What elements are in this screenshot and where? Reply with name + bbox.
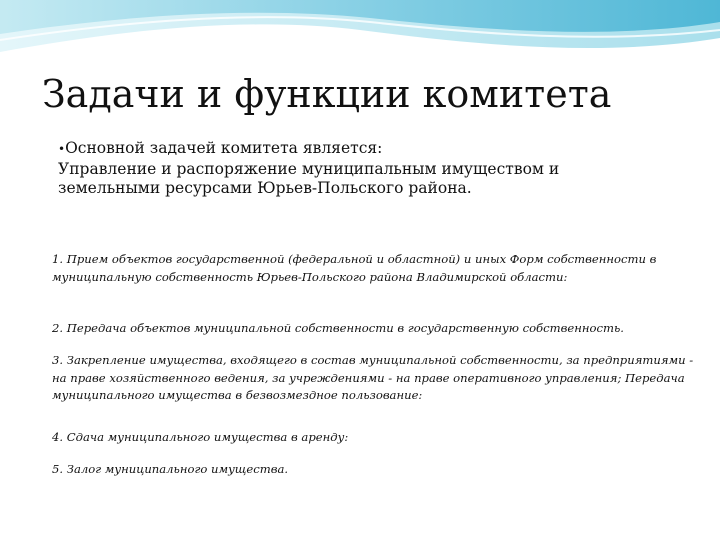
intro-lead-line (58, 139, 658, 160)
function-item-4: 4. Сдача муниципального имущества в аренду: (52, 430, 349, 444)
function-item-3: 3. Закрепление имущества, входящего в состав муниципальной собственности, за предприятиями - на праве хозяйственного ведения, за учреждениями - на праве оперативного управления; Передача муниципального имущества в безвозмездное пользование: (52, 353, 694, 402)
bullet-icon: • (58, 142, 66, 156)
function-item-5: 5. Залог муниципального имущества. (52, 462, 289, 476)
decorative-wave-band (0, 0, 720, 70)
intro-lead-text: Основной задачей комитета является: (65, 139, 383, 157)
function-item-1: 1. Прием объектов государственной (федеральной и областной) и иных Форм собственности в муниципальную собственность Юрьев-Польского района Владимирской области: (52, 252, 657, 284)
intro-body-text: Управление и распоряжение муниципальным имуществом и земельными ресурсами Юрьев-Польского района. (58, 159, 560, 197)
function-item-2: 2. Передача объектов муниципальной собственности в государственную собственность. (52, 321, 624, 335)
intro-block (58, 139, 658, 199)
slide-title: Задачи и функции комитета (42, 72, 612, 116)
